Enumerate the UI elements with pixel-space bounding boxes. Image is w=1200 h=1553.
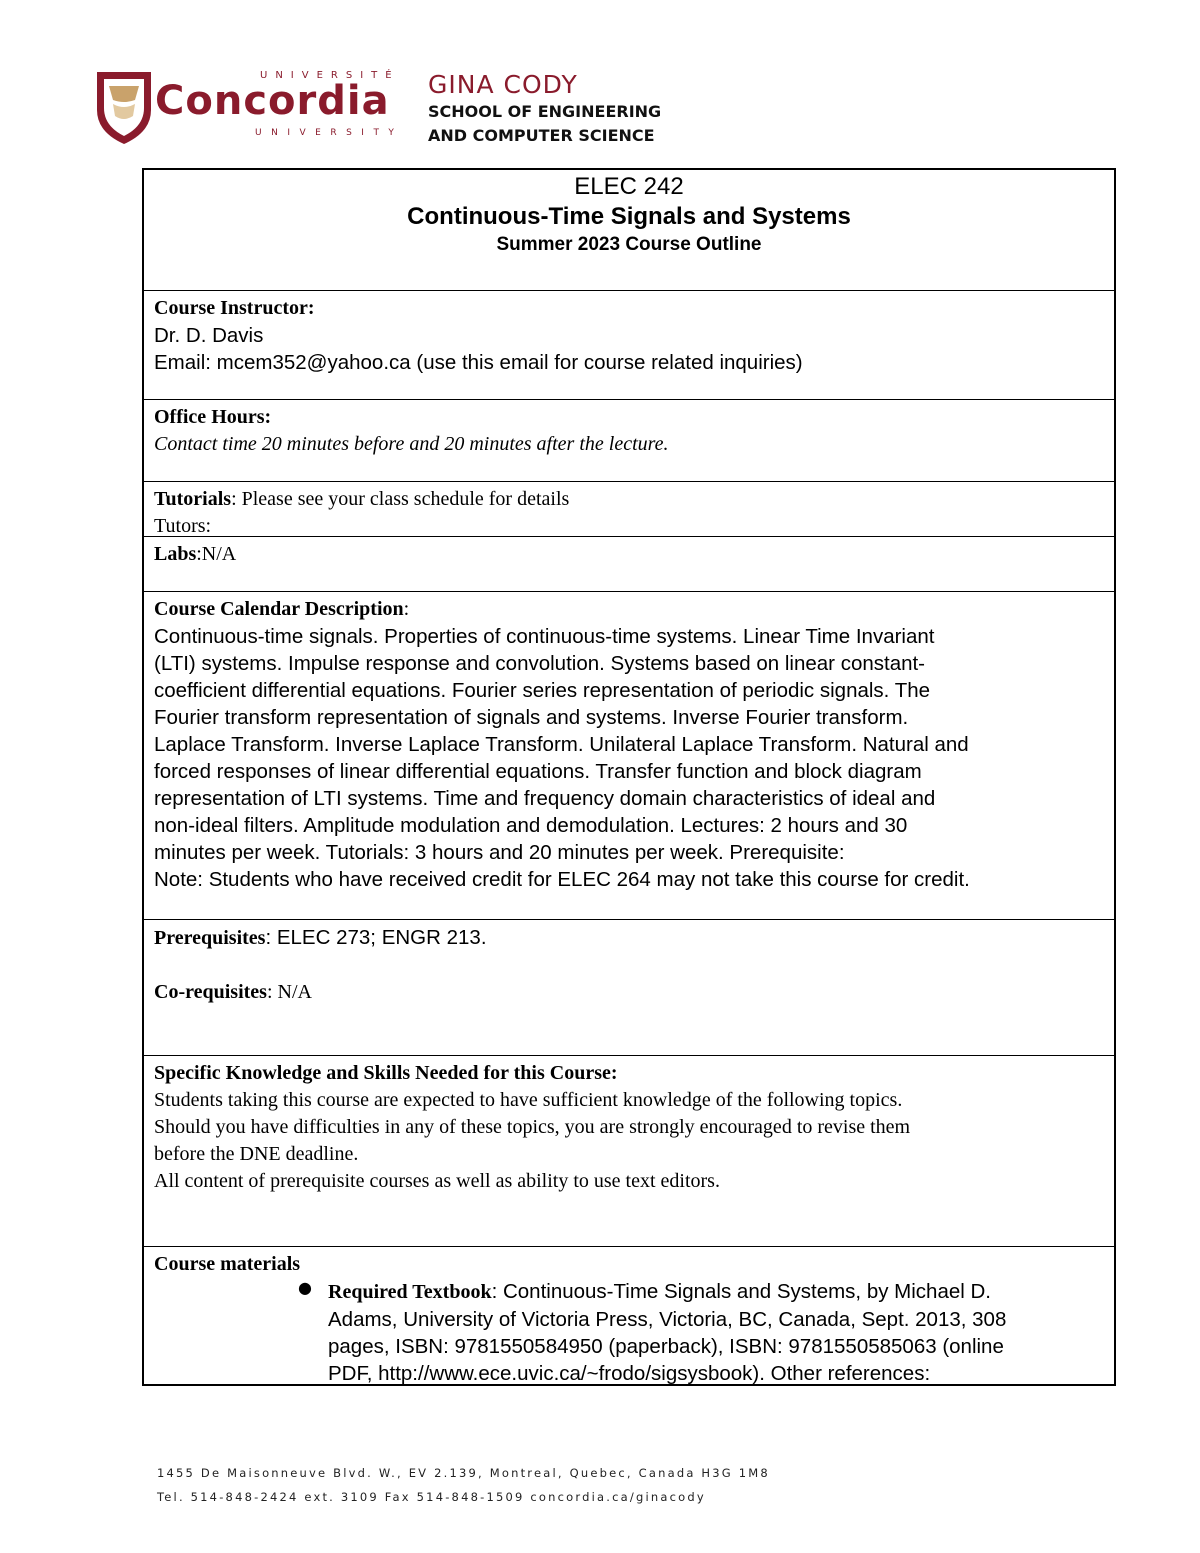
concordia-seal-icon (95, 66, 153, 146)
description-line: Laplace Transform. Inverse Laplace Transform. Unilateral Laplace Transform. Natural and (154, 733, 969, 756)
footer-contact: Tel. 514-848-2424 ext. 3109 Fax 514-848-1509 concordia.ca/ginacody (157, 1490, 706, 1504)
prerequisites-label: Prerequisites (154, 927, 266, 949)
logo-university-text: UNIVERSITY (255, 128, 404, 138)
bullet-icon: ● (298, 1278, 312, 1297)
course-materials-section (144, 1247, 1114, 1384)
header (95, 66, 715, 156)
instructor-name: Dr. D. Davis (154, 324, 264, 347)
description-line: minutes per week. Tutorials: 3 hours and 20 minutes per week. Prerequisite: (154, 841, 845, 864)
logo-concordia-wordmark: Concordia (155, 78, 390, 124)
office-hours-text: Contact time 20 minutes before and 20 minutes after the lecture. (154, 433, 669, 455)
textbook-line: Adams, University of Victoria Press, Victoria, BC, Canada, Sept. 2013, 308 (328, 1308, 1007, 1331)
logo-universite-text: UNIVERSITÉ (260, 70, 400, 81)
skills-line: Students taking this course are expected to have sufficient knowledge of the following topics. (154, 1089, 903, 1111)
textbook-line: PDF, http://www.ece.uvic.ca/~frodo/sigsysbook). Other references: (328, 1362, 931, 1384)
materials-label: Course materials (154, 1253, 301, 1275)
calendar-description-section (144, 592, 1114, 920)
tutorials-text: : Please see your class schedule for details (231, 488, 570, 510)
textbook-label: Required Textbook (328, 1281, 492, 1303)
tutorials-section (144, 482, 1114, 537)
skills-section (144, 1056, 1114, 1247)
tutors-text: Tutors: (154, 515, 212, 537)
course-term: Summer 2023 Course Outline (496, 234, 762, 255)
school-name: GINA CODY (428, 70, 578, 99)
corequisites-label: Co-requisites (154, 981, 267, 1003)
tutorials-label: Tutorials (154, 488, 232, 510)
course-name: Continuous-Time Signals and Systems (407, 203, 851, 230)
skills-line: before the DNE deadline. (154, 1143, 359, 1165)
materials-list (154, 1278, 1104, 1384)
instructor-section (144, 291, 1114, 400)
description-label: Course Calendar Description (154, 598, 404, 620)
prerequisites-section (144, 920, 1114, 1056)
labs-text: :N/A (196, 543, 237, 565)
description-line: Continuous-time signals. Properties of continuous-time systems. Linear Time Invariant (154, 625, 935, 648)
school-subtitle-line2: AND COMPUTER SCIENCE (428, 126, 655, 145)
title-section (144, 170, 1114, 291)
list-item (298, 1278, 1104, 1384)
description-line: coefficient differential equations. Fourier series representation of periodic signals. The (154, 679, 931, 702)
description-line: Fourier transform representation of signals and systems. Inverse Fourier transform. (154, 706, 909, 729)
skills-line: Should you have difficulties in any of these topics, you are strongly encouraged to revise them (154, 1116, 911, 1138)
description-line: Note: Students who have received credit for ELEC 264 may not take this course for credit. (154, 868, 970, 891)
labs-label: Labs (154, 543, 197, 565)
textbook-line: pages, ISBN: 9781550584950 (paperback), ISBN: 9781550585063 (online (328, 1335, 1004, 1358)
skills-line: All content of prerequisite courses as well as ability to use text editors. (154, 1170, 720, 1192)
prerequisites-text: : ELEC 273; ENGR 213. (265, 926, 487, 949)
school-subtitle-line1: SCHOOL OF ENGINEERING (428, 102, 662, 121)
course-outline-table (142, 168, 1116, 1386)
office-hours-label: Office Hours: (154, 406, 272, 428)
description-line: forced responses of linear differential equations. Transfer function and block diagram (154, 760, 922, 783)
description-colon: : (403, 598, 410, 620)
textbook-line: : Continuous-Time Signals and Systems, by Michael D. (491, 1280, 991, 1303)
skills-label: Specific Knowledge and Skills Needed for this Course: (154, 1062, 618, 1084)
description-line: non-ideal filters. Amplitude modulation and demodulation. Lectures: 2 hours and 30 (154, 814, 908, 837)
instructor-email: Email: mcem352@yahoo.ca (use this email for course related inquiries) (154, 351, 803, 374)
corequisites-text: : N/A (266, 981, 312, 1003)
instructor-label: Course Instructor: (154, 297, 315, 319)
office-hours-section (144, 400, 1114, 482)
description-line: (LTI) systems. Impulse response and convolution. Systems based on linear constant- (154, 652, 926, 675)
footer-address: 1455 De Maisonneuve Blvd. W., EV 2.139, Montreal, Quebec, Canada H3G 1M8 (157, 1466, 770, 1480)
course-code: ELEC 242 (574, 173, 684, 200)
description-line: representation of LTI systems. Time and frequency domain characteristics of ideal and (154, 787, 936, 810)
labs-section (144, 537, 1114, 592)
